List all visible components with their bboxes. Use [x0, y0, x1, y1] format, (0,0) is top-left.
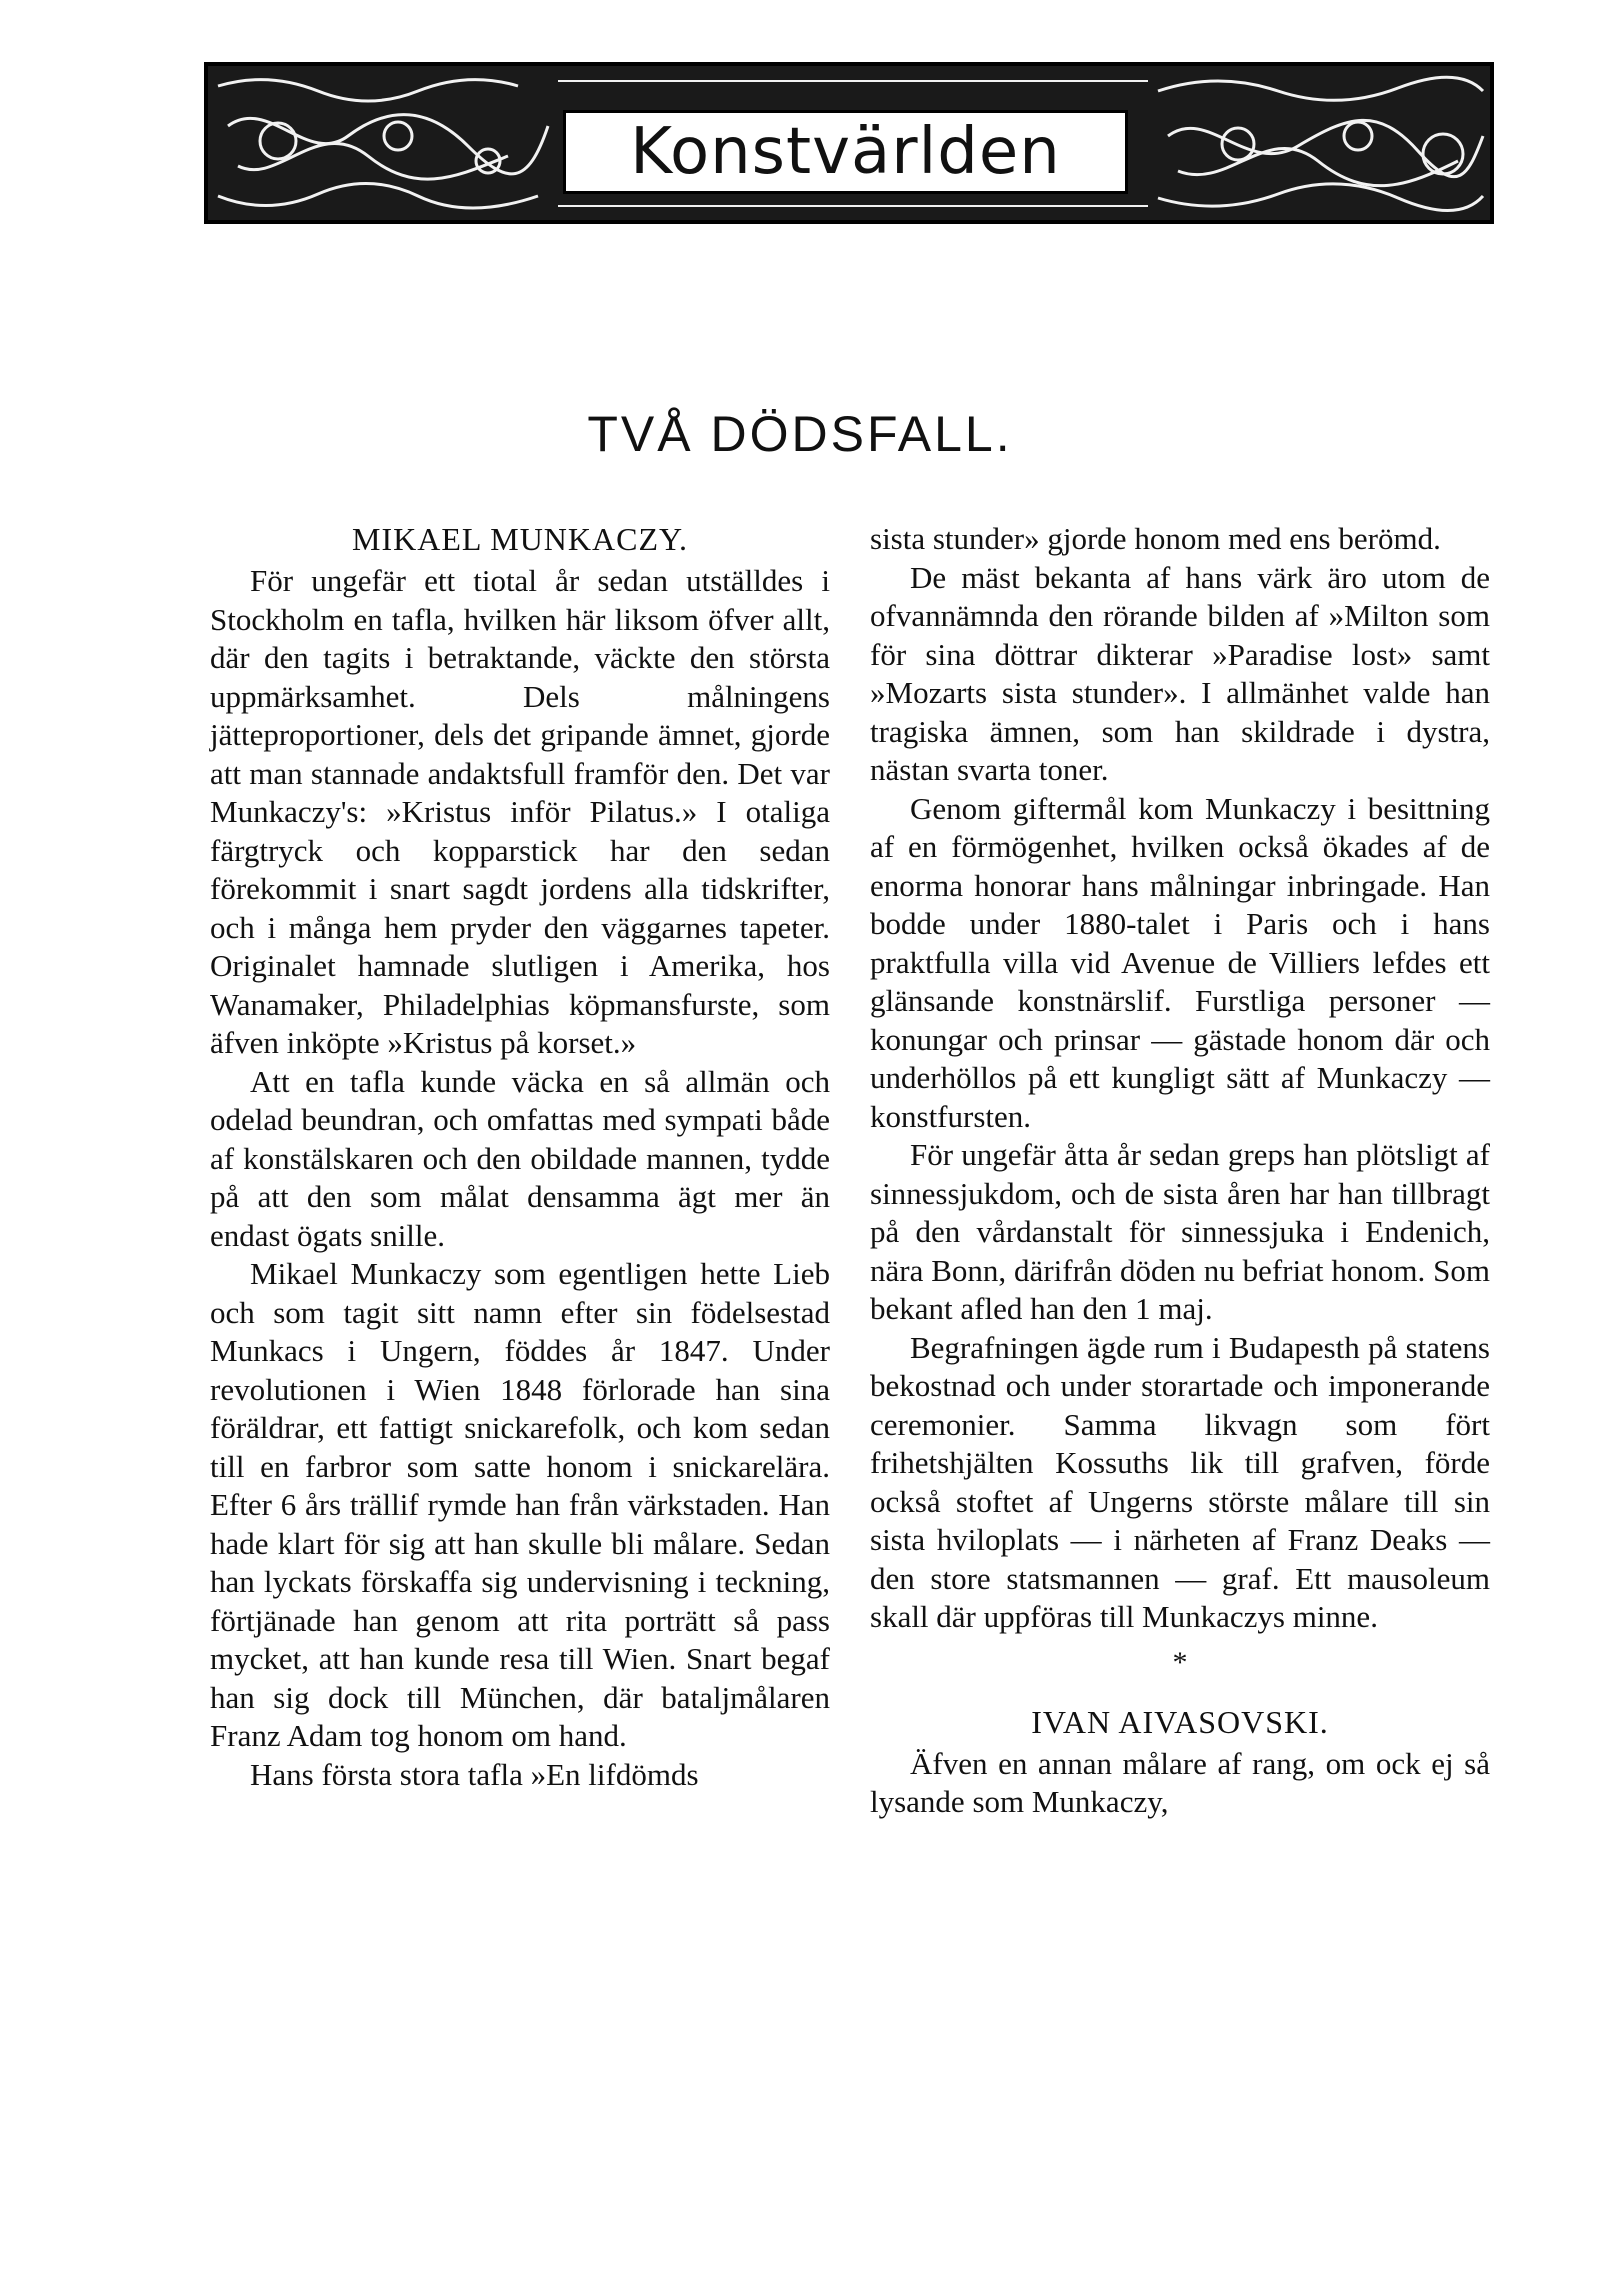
- banner-title-frame: [563, 110, 1128, 194]
- paragraph: De mäst bekanta af hans värk äro utom de ofvannämnda den rörande bilden af »Milton som för sina döttrar dikterar »Paradise lost» samt »Mozarts sista stunder». I allmänhet valde han tragiska ämnen, som han skildrade i dystra, nästan svarta toner.: [870, 559, 1490, 787]
- paragraph: Hans första stora tafla »En lifdömds: [250, 1756, 699, 1792]
- paragraph: Mikael Munkaczy som egentligen hette Lieb och som tagit sitt namn efter sin födelsestad Munkacs i Ungern, föddes år 1847. Under revolutionen i Wien 1848 förlorade han sina föräldrar, ett fattigt snickarefolk, och kom sedan till en farbror som satte honom i snickarelära. Efter 6 års trällif rymde han från värkstaden. Han hade klart för sig att han skulle bli målare. Sedan han lyckats förskaffa sig undervisning i teckning, förtjänade han genom att rita porträtt så pass mycket, att han kunde resa till Wien. Snart begaf han sig dock till München, där bataljmålaren Franz Adam tog honom om hand.: [210, 1256, 830, 1753]
- paragraph: För ungefär ett tiotal år sedan utställdes i Stockholm en tafla, hvilken här liksom öfver allt, där den tagits i betraktande, väckte den största uppmärksamhet. Dels målningens jätteproportioner, dels det gripande ämnet, gjorde att man stannade andaktsfull framför den. Det var Munkaczy's: »Kristus inför Pilatus.» I otaliga färgtryck och kopparstick har den sedan förekommit i snart sagdt jordens alla tidskrifter, och i många hem pryder den väggarnes tapeter. Originalet hamnade slutligen i Amerika, hos Wanamaker, Philadelphias köpmansfurste, som äfven inköpte »Kristus på korset.»: [210, 563, 830, 1060]
- ornamental-header-banner: [204, 62, 1494, 224]
- section-heading-aivasovski: IVAN AIVASOVSKI.: [1031, 1703, 1329, 1740]
- right-column: [870, 520, 1490, 1822]
- journal-title: Konstvärlden: [630, 115, 1061, 189]
- section-separator: *: [1172, 1645, 1188, 1679]
- paragraph: För ungefär åtta år sedan greps han plötsligt af sinnessjukdom, och de sista åren har han tillbragt på den vårdanstalt för sinnessjuka i Endenich, nära Bonn, därifrån döden nu befriat honom. Som bekant afled han den 1 maj.: [870, 1137, 1490, 1326]
- paragraph: Genom giftermål kom Munkaczy i besittning af en förmögenhet, hvilken också ökades af de enorma honorar hans målningar inbringade. Han bodde under 1880-talet i Paris och i hans praktfulla villa vid Avenue de Villiers lefdes ett glänsande konstnärslif. Furstliga personer — konungar och prinsar — gästade honom där och underhöllos på ett kungligt sätt af Munkaczy — konstfursten.: [870, 790, 1490, 1134]
- paragraph: Äfven en annan målare af rang, om ock ej så lysande som Munkaczy,: [870, 1745, 1490, 1819]
- left-column: [210, 520, 830, 1794]
- paragraph: Begrafningen ägde rum i Budapesth på statens bekostnad och under storartade och imponerande ceremonier. Samma likvagn som fört frihetshjälten Kossuths lik till grafven, förde också stoftet af Ungerns störste målare till sin sista hviloplats — i närheten af Franz Deaks — den store statsmannen — graf. Ett mausoleum skall där uppföras till Munkaczys minne.: [870, 1329, 1490, 1634]
- paragraph: sista stunder» gjorde honom med ens berömd.: [870, 521, 1441, 556]
- section-heading-munkaczy: MIKAEL MUNKACZY.: [352, 521, 688, 557]
- paragraph: Att en tafla kunde väcka en så allmän och odelad beundran, och omfattas med sympati både af konstälskaren och den obildade mannen, tydde på att den som målat densamma ägt mer än endast ögats snille.: [210, 1063, 830, 1253]
- article-headline: TVÅ DÖDSFALL.: [587, 406, 1013, 462]
